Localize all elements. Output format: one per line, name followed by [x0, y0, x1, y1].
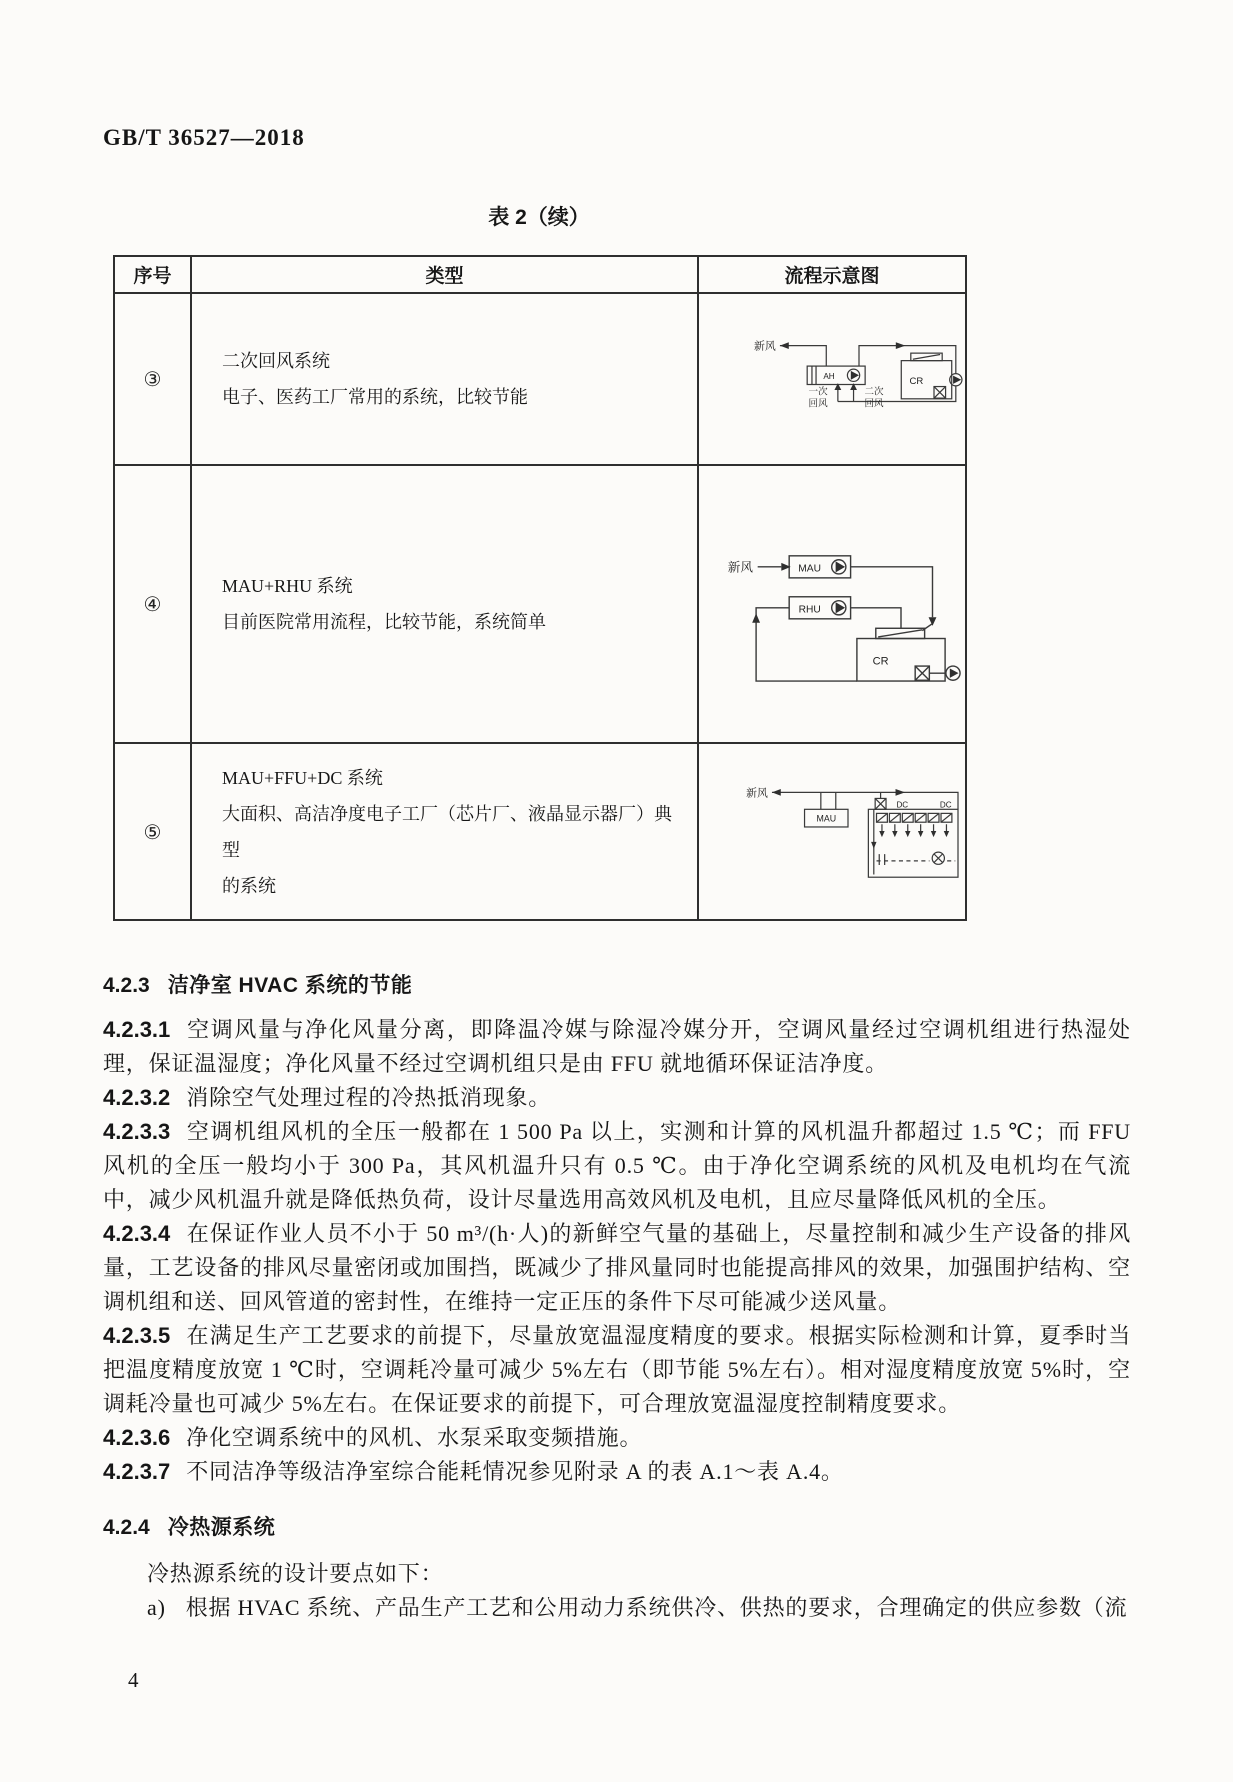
cleanroom-box: [857, 639, 945, 682]
dry-coil-label: DC: [896, 800, 909, 810]
table-2-section: [113, 201, 965, 921]
rhu-label: RHU: [798, 604, 821, 616]
ahu-filter-stripes: [812, 366, 816, 384]
flow-arrows: [772, 789, 949, 849]
system-name: 二次回风系统: [222, 351, 330, 371]
clause-heading-4-2-4: [103, 1511, 1131, 1545]
primary-return-label: 回风: [808, 397, 828, 409]
clause-title: 冷热源系统: [167, 1516, 276, 1539]
row-index: ③: [114, 293, 191, 465]
table-title: 表 2（续）: [488, 206, 590, 229]
clause-text: 在满足生产工艺要求的前提下，尽量放宽温湿度精度的要求。根据实际检测和计算，夏季时当把温度精度放宽 1 ℃时，空调耗冷量可减少 5%左右（即节能 5%左右）。相对湿度精度放宽 5%时，空调耗冷量也可减少 5%左右。在保证要求的前提下，可合理放宽温湿度控制精度要求。: [103, 1323, 1131, 1416]
table-row-mau-ffu-dc: [114, 743, 966, 920]
system-type-cell: [191, 465, 698, 743]
clause-number: 4.2.3.4: [103, 1221, 171, 1246]
fresh-air-label: 新风: [746, 787, 768, 800]
system-name: MAU+RHU 系统: [222, 576, 353, 596]
clause-number: 4.2.3.1: [103, 1017, 171, 1042]
list-item-text: 根据 HVAC 系统、产品生产工艺和公用动力系统供冷、供热的要求，合理确定的供应参数（流: [185, 1595, 1128, 1620]
supply-duct: [851, 567, 933, 617]
clause-4-2-3-4: [103, 1217, 1131, 1319]
system-type-cell: [191, 293, 698, 465]
systems-table: [113, 255, 967, 921]
col-header-type: 类型: [191, 256, 698, 293]
dry-coil-label: DC: [939, 800, 952, 810]
system-desc: 电子、医药工厂常用的系统，比较节能: [222, 387, 528, 407]
clause-text: 空调风量与净化风量分离，即降温冷媒与除湿冷媒分开，空调风量经过空调机组进行热湿处理，保证温湿度；净化风量不经过空调机组只是由 FFU 就地循环保证洁净度。: [103, 1017, 1131, 1076]
ffu-array: [877, 813, 952, 831]
system-desc: 目前医院常用流程，比较节能，系统简单: [222, 612, 546, 632]
mau-label: MAU: [798, 563, 822, 575]
table-row-secondary-return: [114, 293, 966, 465]
clause-text: 净化空调系统中的风机、水泵采取变频措施。: [186, 1425, 643, 1450]
col-header-seq: 序号: [114, 256, 191, 293]
arrow-up: [752, 613, 760, 622]
arrow-right: [896, 342, 906, 349]
clause-heading-4-2-3: [103, 969, 1131, 1003]
supply-duct: [772, 792, 958, 809]
fresh-air-label: 新风: [727, 560, 753, 575]
flow-diagram-mau-ffu-dc: [732, 774, 964, 884]
row-index: ⑤: [114, 743, 191, 920]
fresh-air-label: 新风: [754, 340, 776, 353]
cleanroom-label: CR: [909, 375, 924, 387]
table-header-row: [114, 256, 966, 293]
clause-number: 4.2.3: [103, 974, 150, 997]
list-item-label: a): [147, 1595, 166, 1620]
ahu-label: AH: [823, 371, 835, 381]
clause-4-2-3-1: [103, 1013, 1131, 1081]
clause-4-2-3-6: [103, 1421, 1131, 1455]
clause-number: 4.2.3.3: [103, 1119, 171, 1144]
doc-number: GB/T 36527—2018: [103, 125, 305, 150]
return-ducts: [838, 385, 854, 401]
clause-number: 4.2.3.2: [103, 1085, 171, 1110]
flow-diagram-mau-rhu: [712, 518, 964, 685]
cleanroom-label: CR: [872, 655, 889, 668]
col-header-flow: 流程示意图: [698, 256, 966, 293]
clause-number: 4.2.4: [103, 1516, 150, 1539]
clause-4-2-4-intro: 冷热源系统的设计要点如下：: [147, 1561, 444, 1586]
clause-title: 洁净室 HVAC 系统的节能: [167, 974, 413, 997]
system-type-cell: [191, 743, 698, 920]
clause-text: 消除空气处理过程的冷热抵消现象。: [186, 1085, 552, 1110]
mau-label: MAU: [816, 813, 837, 824]
system-desc: 大面积、高洁净度电子工厂（芯片厂、液晶显示器厂）典型: [222, 803, 672, 860]
clause-body: [103, 969, 1131, 1625]
clause-number: 4.2.3.5: [103, 1323, 171, 1348]
clause-text: 在保证作业人员不小于 50 m³/(h·人)的新鲜空气量的基础上，尽量控制和减少生产设备的排风量，工艺设备的排风尽量密闭或加围挡，既减少了排风量同时也能提高排风的效果，加强围护结构、空调机组和送、回风管道的密封性，在维持一定正压的条件下尽可能减少送风量。: [103, 1221, 1131, 1314]
supply-duct: [859, 345, 956, 373]
clause-text: 空调机组风机的全压一般都在 1 500 Pa 以上，实测和计算的风机温升都超过 1.5 ℃；而 FFU 风机的全压一般均小于 300 Pa，其风机温升只有 0.5 ℃。由于净化空调系统的风机及电机均在气流中，减少风机温升就是降低热负荷，设计尽量选用高效风机及电机，且应尽量降低风机的全压。: [103, 1119, 1131, 1212]
table-row-mau-rhu: [114, 465, 966, 743]
system-name: MAU+FFU+DC 系统: [222, 767, 383, 788]
clause-number: 4.2.3.7: [103, 1459, 171, 1484]
clause-text: 不同洁净等级洁净室综合能耗情况参见附录 A 的表 A.1～表 A.4。: [186, 1459, 844, 1484]
flow-diagram-cell: [698, 293, 966, 465]
system-desc: 的系统: [222, 875, 276, 896]
flow-diagram-cell: [698, 743, 966, 920]
primary-return-label: 一次: [808, 386, 828, 398]
clause-4-2-3-3: [103, 1115, 1131, 1217]
clause-4-2-3-5: [103, 1319, 1131, 1421]
clause-number: 4.2.3.6: [103, 1425, 171, 1450]
clause-4-2-3-7: [103, 1455, 1131, 1489]
secondary-return-label: 回风: [864, 397, 884, 409]
secondary-return-label: 二次: [864, 386, 884, 398]
row-index: ④: [114, 465, 191, 743]
list-item-a: [103, 1591, 1131, 1625]
page-number: 4: [128, 1668, 139, 1692]
arrow-left: [780, 342, 789, 349]
fresh-air-duct: [780, 345, 826, 365]
clause-4-2-3-2: [103, 1081, 1131, 1115]
flow-diagram-secondary-return: [739, 325, 964, 429]
flow-diagram-cell: [698, 465, 966, 743]
